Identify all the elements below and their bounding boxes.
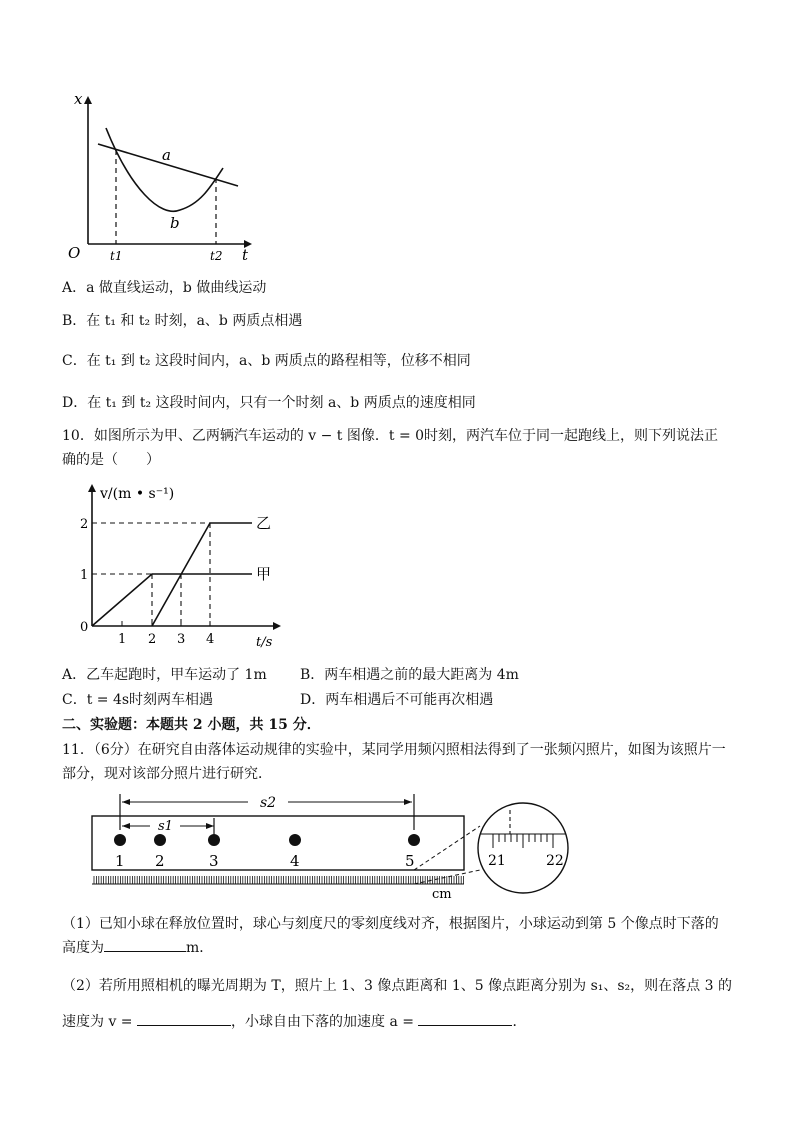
zoom-label-21: 21 <box>488 853 506 869</box>
y-axis-label: x <box>74 90 83 108</box>
q10-option-a: A．乙车起跑时，甲车运动了 1m <box>62 667 267 683</box>
q10-option-b: B．两车相遇之前的最大距离为 4m <box>300 667 519 683</box>
x-tick-2: 2 <box>148 632 157 647</box>
origin-label: O <box>68 244 81 262</box>
answer-blank-3[interactable] <box>418 1011 512 1026</box>
flash-photo-figure <box>88 790 588 900</box>
zoom-label-22: 22 <box>546 853 564 869</box>
s2-label: s2 <box>260 795 277 811</box>
q10-stem: 10．如图所示为甲、乙两辆汽车运动的 v − t 图像．t = 0时刻，两汽车位于同一起跑线上，则下列说法正确的是（ ） <box>62 428 719 468</box>
q9-option-a: A．a 做直线运动，b 做曲线运动 <box>62 280 267 296</box>
ruler <box>94 876 464 884</box>
s1-label: s1 <box>158 819 173 834</box>
q11-part1 <box>62 912 732 960</box>
q11-part2-end: ． <box>512 1014 527 1030</box>
label-a: a <box>162 146 171 164</box>
q11-stem: 11．（6分）在研究自由落体运动规律的实验中，某同学用频闪照相法得到了一张频闪照片，如图为该照片一部分，现对该部分照片进行研究． <box>62 742 726 782</box>
vt-graph <box>60 478 290 658</box>
q9-option-c: C．在 t₁ 到 t₂ 这段时间内，a、b 两质点的路程相等，位移不相同 <box>62 353 471 369</box>
point-4: 4 <box>290 852 300 870</box>
vt-ylabel: v/(m • s⁻¹) <box>100 486 175 502</box>
x-tick-3: 3 <box>177 632 186 647</box>
xt-graph <box>60 88 260 268</box>
section-heading: 二、实验题：本题共 2 小题，共 15 分． <box>62 717 321 733</box>
unit-label: cm <box>432 887 452 900</box>
series-jia <box>92 574 252 626</box>
point-1: 1 <box>115 852 125 870</box>
answer-blank-1[interactable] <box>104 937 186 952</box>
label-jia: 甲 <box>256 565 272 583</box>
q10-option-c: C．t = 4s时刻两车相遇 <box>62 692 214 708</box>
label-yi: 乙 <box>256 514 272 532</box>
tick-t2: t2 <box>210 249 223 263</box>
point-2: 2 <box>155 852 165 870</box>
q9-option-d: D．在 t₁ 到 t₂ 这段时间内，只有一个时刻 a、b 两质点的速度相同 <box>62 395 476 411</box>
x-tick-4: 4 <box>206 632 215 647</box>
q9-option-b: B．在 t₁ 和 t₂ 时刻，a、b 两质点相遇 <box>62 313 303 329</box>
x-tick-1: 1 <box>118 632 127 647</box>
point-3: 3 <box>209 852 219 870</box>
y-tick-2: 2 <box>80 517 89 532</box>
point-5: 5 <box>405 852 415 870</box>
vt-xlabel: t/s <box>256 635 273 650</box>
q10-option-d: D．两车相遇后不可能再次相遇 <box>300 692 494 708</box>
curve-b <box>106 128 223 211</box>
q11-part1-text: （1）已知小球在释放位置时，球心与刻度尺的零刻度线对齐，根据图片，小球运动到第 5 个像点时下落的高度为 <box>62 916 719 956</box>
q11-part2-text: （2）若所用照相机的曝光周期为 T，照片上 1、3 像点距离和 1、5 像点距离分别为 s₁、s₂，则在落点 3 的速度为 v = <box>62 978 732 1030</box>
answer-blank-2[interactable] <box>137 1011 231 1026</box>
q11-part2-mid: ，小球自由下落的加速度 a = <box>231 1014 419 1030</box>
tick-t1: t1 <box>110 249 123 263</box>
q11-part1-unit: m． <box>186 940 214 956</box>
q11-part2 <box>62 968 732 1040</box>
y-tick-0: 0 <box>80 620 89 635</box>
y-tick-1: 1 <box>80 568 89 583</box>
label-b: b <box>170 214 180 232</box>
x-axis-label: t <box>242 246 249 264</box>
